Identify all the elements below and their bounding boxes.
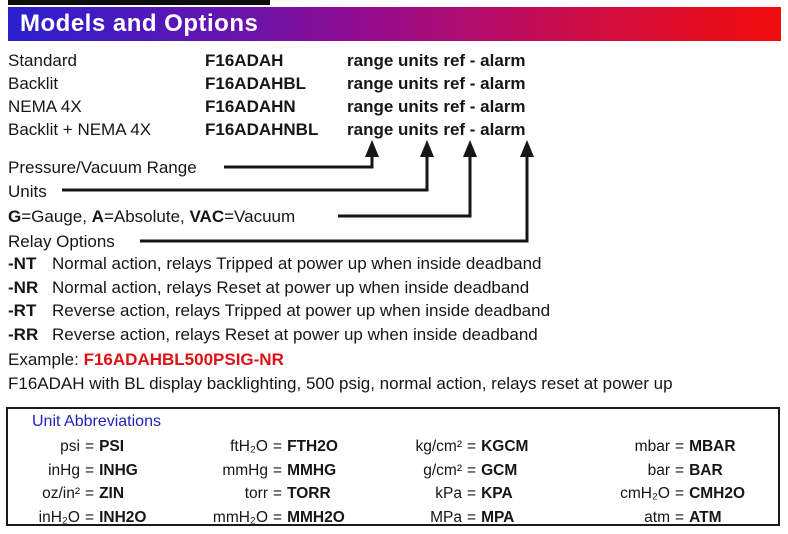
callout-arrowhead-units <box>420 140 434 157</box>
unit-column <box>22 435 146 529</box>
unit-abbreviation: MPA <box>481 508 515 526</box>
unit-abbreviations-box <box>6 407 780 526</box>
unit-name: inH₂O <box>38 508 80 526</box>
model-row <box>0 118 788 141</box>
model-number: F16ADAHN <box>205 97 296 116</box>
model-variant-label: Standard <box>8 51 77 70</box>
unit-abbreviation-cell <box>22 482 146 506</box>
relay-option-description: Normal action, relays Tripped at power up when inside deadband <box>52 254 542 273</box>
unit-abbreviation: ZIN <box>99 485 125 502</box>
ref-legend-part: VAC <box>189 207 225 226</box>
unit-abbreviation: MMHG <box>287 461 337 479</box>
example-model-code: F16ADAHBL500PSIG-NR <box>83 350 284 369</box>
callout-ref-legend <box>8 205 295 228</box>
model-variant-label: Backlit <box>8 74 59 93</box>
unit-abbreviation: KGCM <box>481 438 529 455</box>
model-row <box>0 49 788 72</box>
callout-arrowhead-alarm <box>520 140 534 157</box>
callout-arrowhead-range <box>365 140 379 157</box>
equals-sign: = <box>85 508 95 526</box>
model-variant-label: NEMA 4X <box>8 97 82 116</box>
equals-sign: = <box>675 438 685 455</box>
relay-option-code: -RT <box>8 301 37 320</box>
equals-sign: = <box>675 461 685 479</box>
equals-sign: = <box>273 508 283 526</box>
unit-abbreviation: CMH2O <box>689 485 746 502</box>
model-suffix-placeholders: range units ref - alarm <box>347 120 526 139</box>
unit-abbreviation-cell <box>610 435 745 459</box>
unit-column <box>610 435 745 529</box>
model-suffix-placeholders: range units ref - alarm <box>347 74 526 93</box>
relay-option-description: Reverse action, relays Reset at power up when inside deadband <box>52 324 538 344</box>
equals-sign: = <box>273 485 283 502</box>
unit-name: mmH₂O <box>212 508 268 526</box>
equals-sign: = <box>467 508 477 526</box>
unit-name: mbar <box>634 438 670 455</box>
unit-abbreviation-cell <box>400 435 528 459</box>
unit-name: mmHg <box>222 461 268 479</box>
unit-abbreviation-cell <box>400 459 528 483</box>
unit-abbreviation: MBAR <box>689 438 736 455</box>
unit-abbreviation-cell <box>194 482 345 506</box>
unit-column <box>194 435 345 529</box>
top-black-strip <box>8 0 270 5</box>
unit-abbreviation: FTH2O <box>287 438 338 455</box>
relay-option-row <box>0 276 788 300</box>
unit-abbreviation-cell <box>400 506 528 530</box>
unit-name: psi <box>60 438 80 455</box>
ref-legend-part: =Absolute, <box>103 207 190 226</box>
unit-column <box>400 435 528 529</box>
callout-units: Units <box>8 182 47 201</box>
unit-abbreviation: INH2O <box>99 508 147 526</box>
unit-abbreviation-cell <box>194 459 345 483</box>
relay-option-code: -RR <box>8 324 39 344</box>
unit-abbreviation-cell <box>194 435 345 459</box>
model-variant-label: Backlit + NEMA 4X <box>8 120 152 139</box>
unit-name: inHg <box>48 461 80 479</box>
unit-abbreviation-cell <box>610 482 745 506</box>
unit-abbreviation: BAR <box>689 461 723 479</box>
model-suffix-placeholders: range units ref - alarm <box>347 97 526 116</box>
unit-name: MPa <box>430 508 462 526</box>
unit-name: g/cm² <box>423 461 462 479</box>
unit-name: cmH₂O <box>620 485 670 502</box>
unit-abbreviation: TORR <box>287 485 331 502</box>
unit-name: kg/cm² <box>415 438 462 455</box>
equals-sign: = <box>467 461 477 479</box>
model-row <box>0 95 788 118</box>
unit-abbreviation-cell <box>610 459 745 483</box>
equals-sign: = <box>675 508 685 526</box>
ref-legend-part: A <box>91 207 104 226</box>
equals-sign: = <box>467 485 477 502</box>
unit-abbreviation: PSI <box>99 438 125 455</box>
unit-name: ftH₂O <box>230 438 268 455</box>
callout-arrowhead-ref <box>463 140 477 157</box>
equals-sign: = <box>675 485 685 502</box>
model-number: F16ADAH <box>205 51 284 70</box>
unit-abbreviation: ATM <box>689 508 722 526</box>
relay-option-description: Normal action, relays Reset at power up when inside deadband <box>52 277 530 297</box>
unit-abbreviation: INHG <box>99 461 138 479</box>
unit-abbreviation-cell <box>400 482 528 506</box>
callout-relay-options: Relay Options <box>8 232 115 251</box>
unit-name: kPa <box>435 485 462 502</box>
example-line <box>8 348 284 371</box>
unit-name: atm <box>644 508 670 526</box>
unit-abbreviation: GCM <box>481 461 518 479</box>
callout-arrow-ref <box>338 153 470 216</box>
unit-name: torr <box>244 485 268 502</box>
callout-pressure-vacuum-range: Pressure/Vacuum Range <box>8 158 197 177</box>
equals-sign: = <box>467 438 477 455</box>
unit-abbreviation-cell <box>610 506 745 530</box>
equals-sign: = <box>85 461 95 479</box>
unit-abbreviation: MMH2O <box>287 508 345 526</box>
model-row <box>0 72 788 95</box>
unit-name: bar <box>647 461 670 479</box>
relay-option-description: Reverse action, relays Tripped at power up when inside deadband <box>52 301 551 320</box>
ref-legend-part: G <box>8 207 22 226</box>
relay-option-code: -NT <box>8 254 37 273</box>
unit-abbreviations-title: Unit Abbreviations <box>32 413 161 430</box>
equals-sign: = <box>273 461 283 479</box>
example-prefix: Example: <box>8 350 84 369</box>
example-description: F16ADAH with BL display backlighting, 500 psig, normal action, relays reset at power up <box>8 374 673 393</box>
relay-option-row <box>0 323 788 347</box>
unit-abbreviation-cell <box>22 459 146 483</box>
unit-abbreviation: KPA <box>481 485 513 502</box>
unit-name: oz/in² <box>42 485 80 502</box>
model-list <box>0 49 788 141</box>
ref-legend-part: =Vacuum <box>224 207 296 226</box>
relay-option-row <box>0 252 788 276</box>
ref-legend-part: =Gauge, <box>21 207 92 226</box>
unit-abbreviation-cell <box>22 506 146 530</box>
equals-sign: = <box>85 485 95 502</box>
model-suffix-placeholders: range units ref - alarm <box>347 51 526 70</box>
relay-option-code: -NR <box>8 277 39 297</box>
unit-abbreviation-cell <box>22 435 146 459</box>
relay-options-list <box>0 252 788 346</box>
section-title: Models and Options <box>20 10 259 37</box>
equals-sign: = <box>273 438 283 455</box>
model-number: F16ADAHNBL <box>205 120 319 139</box>
relay-option-row <box>0 299 788 323</box>
callout-arrow-range <box>224 153 372 167</box>
section-header-bar <box>8 7 781 41</box>
model-number: F16ADAHBL <box>205 74 307 93</box>
equals-sign: = <box>85 438 95 455</box>
unit-abbreviation-cell <box>194 506 345 530</box>
